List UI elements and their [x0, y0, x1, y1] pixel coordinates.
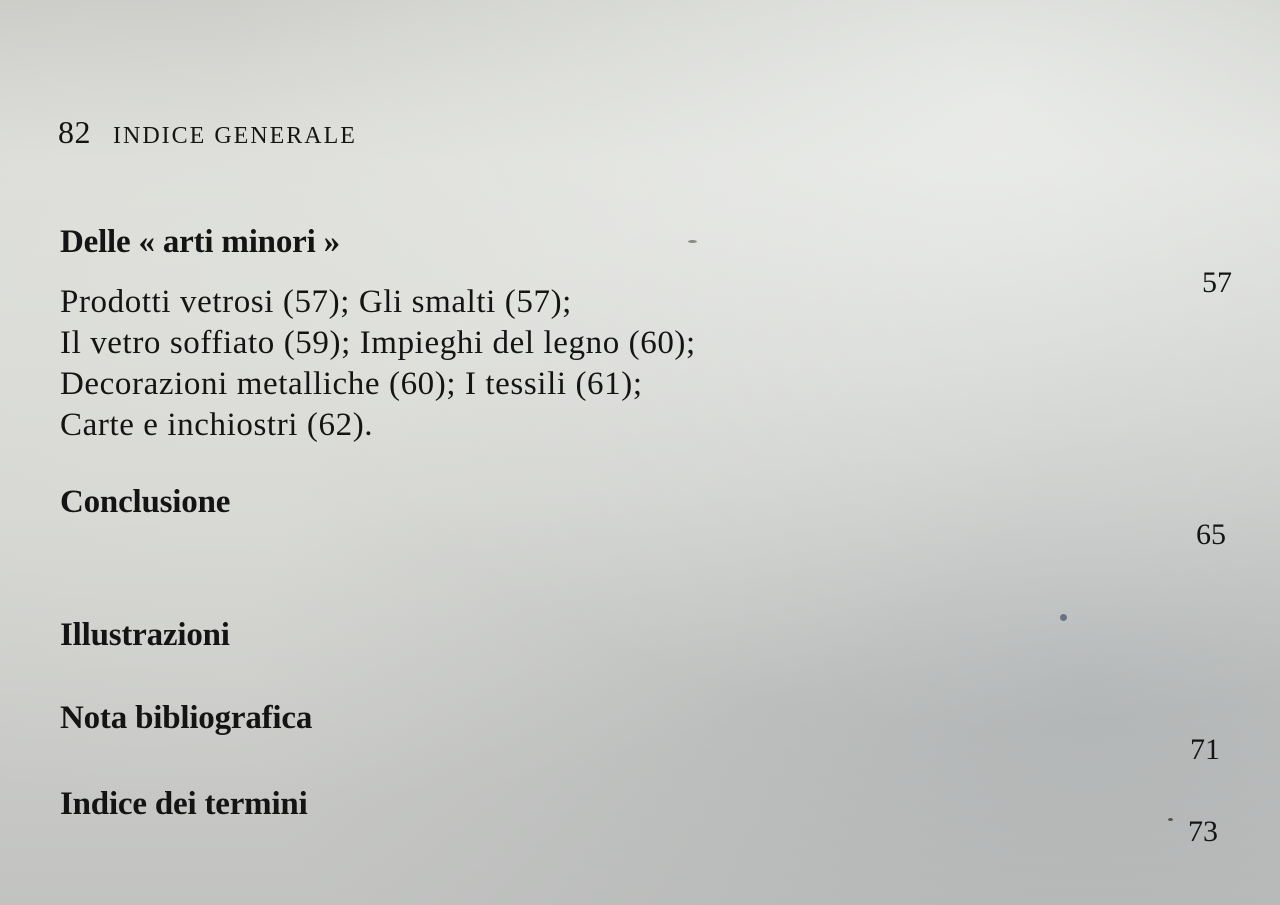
- toc-subentry-line: Prodotti vetrosi (57); Gli smalti (57);: [60, 284, 572, 320]
- toc-entry-title-arti-minori: Delle « arti minori »: [60, 224, 340, 260]
- toc-subentries: [60, 282, 696, 446]
- page-number: 82: [58, 114, 91, 150]
- paper-speck: [688, 240, 697, 243]
- running-head: [58, 114, 357, 151]
- paper-speck: [1060, 614, 1067, 621]
- toc-subentry-line: Carte e inchiostri (62).: [60, 407, 374, 443]
- toc-entry-title-indice-termini: Indice dei termini: [60, 786, 308, 822]
- toc-entry-page-nota-bibliografica: 71: [1190, 733, 1220, 766]
- running-title: INDICE GENERALE: [113, 123, 357, 149]
- toc-entry-page-indice-termini: 73: [1188, 815, 1218, 848]
- toc-subentry-line: Il vetro soffiato (59); Impieghi del legno (60);: [60, 325, 696, 361]
- paper-speck: [1168, 818, 1173, 821]
- toc-entry-title-illustrazioni: Illustrazioni: [60, 617, 230, 653]
- toc-subentry-line: Decorazioni metalliche (60); I tessili (61);: [60, 366, 643, 402]
- toc-entry-title-nota-bibliografica: Nota bibliografica: [60, 700, 313, 736]
- toc-entry-page-arti-minori: 57: [1202, 266, 1232, 299]
- toc-entry-title-conclusione: Conclusione: [60, 484, 231, 520]
- toc-entry-page-conclusione: 65: [1196, 518, 1226, 551]
